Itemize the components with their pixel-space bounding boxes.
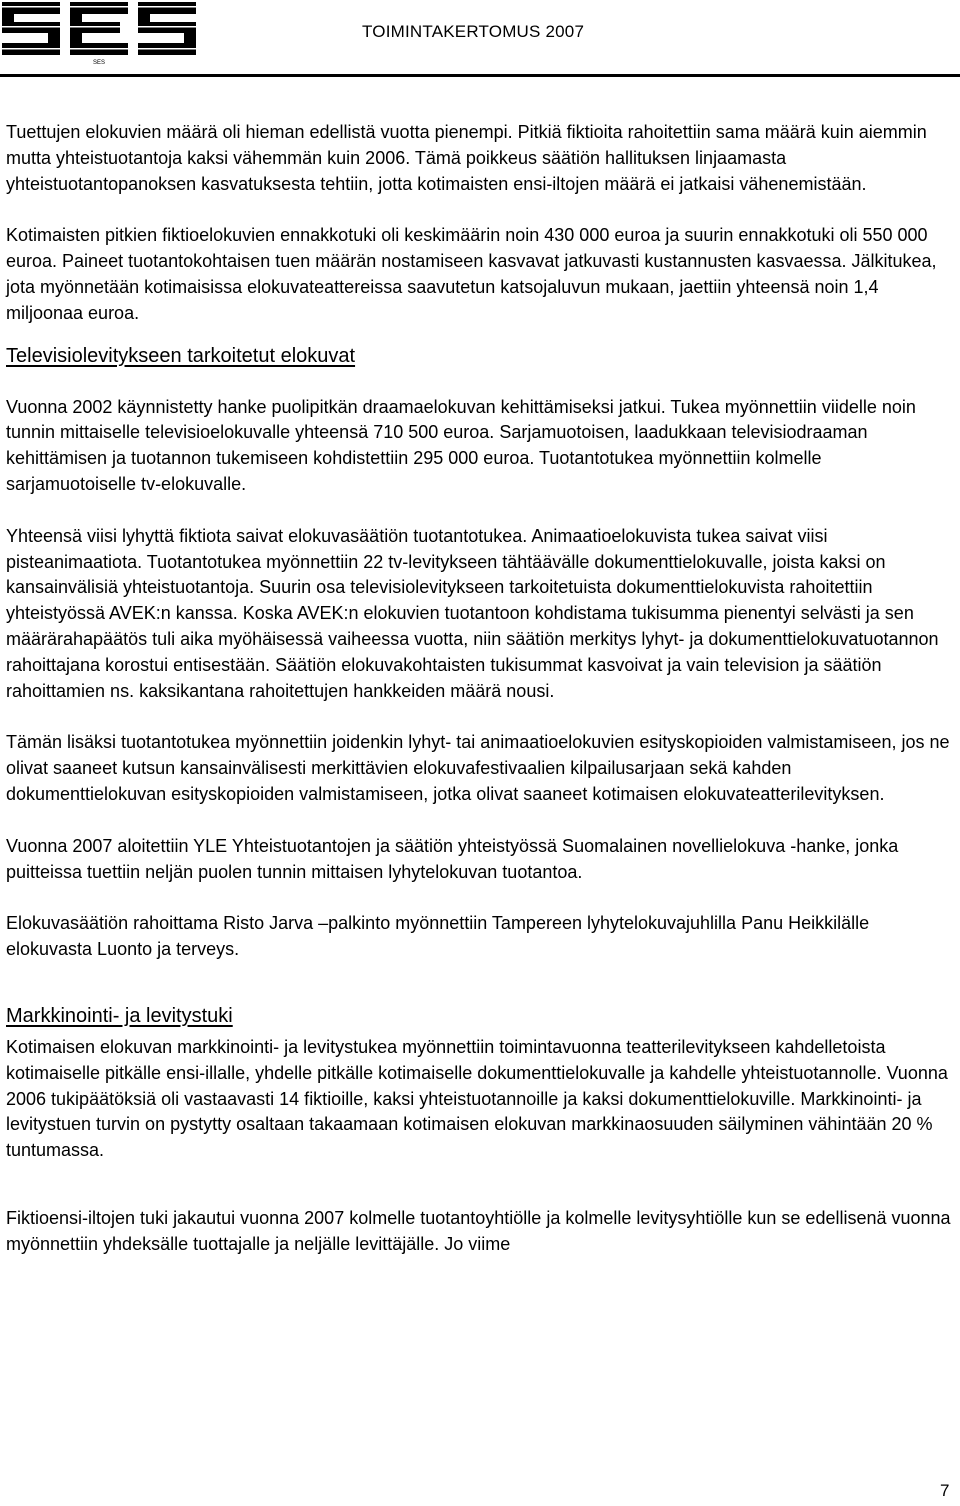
section-heading-television: Televisiolevitykseen tarkoitetut elokuvat (6, 344, 356, 367)
document-title: TOIMINTAKERTOMUS 2007 (362, 22, 585, 41)
page-number: 7 (940, 1481, 950, 1500)
header-rule (0, 74, 960, 77)
section-heading-marketing: Markkinointi- ja levitystuki (6, 1004, 233, 1027)
document-body (6, 120, 956, 1258)
paragraph: Tämän lisäksi tuotantotukea myönnettiin joidenkin lyhyt- tai animaatioelokuvien esityskopioiden valmistamiseen, jos ne olivat saaneet kutsun kansainvälisesti merkittävien elokuvafestivaalien kilpailusarjaan sekä kahden dokumenttielokuvan esityskopioiden valmistamiseen, jotka olivat saaneet kotimaisen elokuvateatterilevityksen. (6, 732, 950, 804)
paragraph: Kotimaisten pitkien fiktioelokuvien ennakkotuki oli keskimäärin noin 430 000 euroa ja suurin ennakkotuki oli 550 000 euroa. Paineet tuotantokohtaisen tuen määrän nostamiseen kasvavat jatkuvasti kustannusten kasvaessa. Jälkitukea, jota myönnetään kotimaisissa elokuvateattereissa saavutetun katsojaluvun mukaan, jaettiin yhteensä noin 1,4 miljoonaa euroa. (6, 225, 937, 323)
paragraph: Vuonna 2007 aloitettiin YLE Yhteistuotantojen ja säätiön yhteistyössä Suomalainen novellielokuva -hanke, jonka puitteissa tuettiin neljän puolen tunnin mittaisen lyhytelokuvan tuotantoa. (6, 835, 899, 882)
paragraph: Vuonna 2002 käynnistetty hanke puolipitkän draamaelokuvan kehittämiseksi jatkui. Tukea myönnettiin viidelle noin tunnin mittaiselle televisioelokuvalle yhteensä 710 500 euroa. Sarjamuotoisen, laadukkaan televisiodraaman kehittämisen ja tuotannon tukemiseen kohdistettiin 295 000 euroa. Tuotantotukea myönnettiin kolmelle sarjamuotoiselle tv-elokuvalle. (6, 396, 916, 494)
ses-logo (2, 0, 196, 66)
paragraph: Fiktioensi-iltojen tuki jakautui vuonna 2007 kolmelle tuotantoyhtiölle ja kolmelle levitysyhtiölle kun se edellisenä vuonna myönnettiin yhdeksälle tuottajalle ja neljälle levittäjälle. Jo viime (6, 1207, 951, 1254)
logo-text: SES (92, 60, 106, 66)
paragraph: Yhteensä viisi lyhyttä fiktiota saivat elokuvasäätiön tuotantotukea. Animaatioelokuvista tukea saivat viisi pisteanimaatiota. Tuotantotukea myönnettiin 22 tv-levitykseen tähtäävälle dokumenttielokuvalle, joista kaksi on kansainvälisiä yhteistuotantoja. Suurin osa televisiolevitykseen tarkoitetuista dokumenttielokuvista rahoitettiin yhteistyössä AVEK:n kanssa. Koska AVEK:n elokuvien tuotantoon kohdistama tukisumma pienentyi selvästi ja sen määrärahapäätös tuli aika myöhäisessä vaiheessa vuotta, niin säätiön merkitys lyhyt- ja dokumenttielokuvatuotannon rahoittajana korostui entisestään. Säätiön elokuvakohtaisten tukisummat kasvoivat ja vain television ja säätiön rahoittamien ns. kaksikantana rahoitettujen hankkeiden määrä nousi. (6, 525, 939, 701)
paragraph: Elokuvasäätiön rahoittama Risto Jarva –palkinto myönnettiin Tampereen lyhytelokuvajuhlilla Panu Heikkilälle elokuvasta Luonto ja terveys. (6, 913, 870, 960)
paragraph: Tuettujen elokuvien määrä oli hieman edellistä vuotta pienempi. Pitkiä fiktioita rahoitettiin sama määrä kuin aiemmin mutta yhteistuotantoja kaksi vähemmän kuin 2006. Tämä poikkeus säätiön hallituksen linjaamasta yhteistuotantopanoksen kasvatuksesta tehtiin, jotta kotimaisten ensi-iltojen määrä ei jatkaisi vähenemistään. (6, 122, 927, 194)
paragraph: Kotimaisen elokuvan markkinointi- ja levitystukea myönnettiin toimintavuonna teatterilevitykseen kahdelletoista kotimaiselle pitkälle ensi-illalle, yhdelle pitkälle kotimaiselle dokumenttielokuvalle ja kahdelle yhteistuotannolle. Vuonna 2006 tukipäätöksiä oli vastaavasti 14 fiktioille, kaksi yhteistuotannoille ja kaksi dokumenttielokuville. Markkinointi- ja levitystuen turvin on pystytty osaltaan takaamaan kotimaisen elokuvan markkinaosuuden säilyminen vähintään 20 % tuntumassa. (6, 1036, 948, 1161)
